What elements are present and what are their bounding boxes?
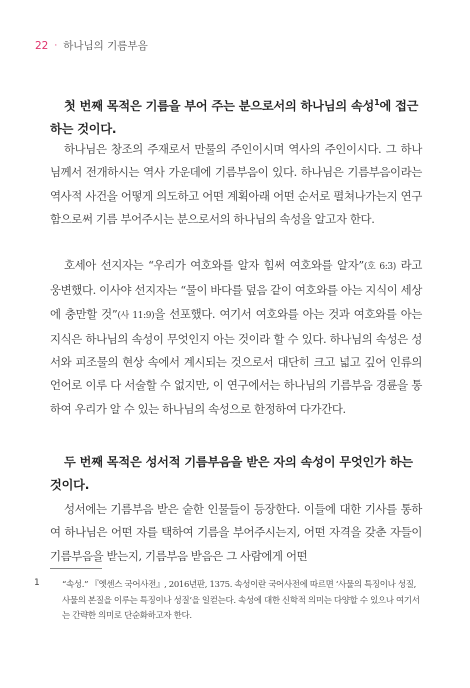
page-number: 22: [35, 39, 49, 52]
header-separator: ·: [54, 40, 58, 51]
para-2-part-2: 라고 웅변했다. 이사야 선지자는 “물이 바다를 덮음 같이 여호와를 아는 지식이 세상에 충만할 것”: [50, 258, 422, 321]
para-2-part-3: 을 선포했다. 여기서 여호와를 아는 것과 여호와를 아는 지식은 하나님의 속성이 무엇인지 아는 것이라 할 수 있다. 하나님의 속성은 성서와 피조물의 현상 속에서 계시되는 것으로서 대단히 크고 넓고 깊어 인류의 언어로 이루 다 서술할 수 없지만, 이 연구에서는 하나님의 기름부음 경륜을 통하여 우리가 알 수 있는 하나님의 속성으로 한정하여 다가간다.: [50, 306, 422, 416]
scripture-ref-hosea: (호 6:3): [363, 262, 396, 272]
lead-paragraph-1: [50, 91, 422, 141]
footnote-number: 1: [34, 578, 40, 588]
lead-paragraph-2: 두 번째 목적은 성서적 기름부음을 받은 자의 속성이 무엇인가 하는 것이다.: [50, 455, 413, 492]
running-header: [35, 38, 148, 53]
body-paragraph-2: [50, 254, 422, 421]
footnote-text: “속성.” 『엣센스 국어사전』, 2016년판, 1375. 속성이란 국어사전에 따르면 ‘사물의 특징이나 성질, 사물의 본질을 이루는 특징이나 성질’을 일컫는다. 속성에 대한 신학적 의미는 다양할 수 있으나 여기서는 간략한 의미로 단순화하고자 한다.: [62, 580, 420, 621]
lead-1-tail: 에 접근하는 것이다.: [50, 99, 419, 137]
running-title: 하나님의 기름부음: [63, 40, 148, 52]
para-2-part-1: 호세아 선지자는 “우리가 여호와를 알자 힘써 여호와를 알자”: [64, 258, 364, 272]
footnote-reference: 1: [374, 98, 380, 107]
footnote-divider: [50, 568, 102, 569]
lead-1-text: 첫 번째 목적은 기름을 부어 주는 분으로서의 하나님의 속성: [64, 99, 375, 114]
scripture-ref-isaiah: (사 11:9): [117, 310, 155, 321]
body-paragraph-3: 성서에는 기름부음 받은 숱한 인물들이 등장한다. 이들에 대한 기사를 통하여 하나님은 어떤 자를 택하여 기름을 부어주시는지, 어떤 자격을 갖춘 자들이 기름부음을 받는지, 기름부음 받음은 그 사람에게 어떤: [50, 502, 422, 563]
body-paragraph-1: 하나님은 창조의 주재로서 만물의 주인이시며 역사의 주인이시다. 그 하나님께서 전개하시는 역사 가운데에 기름부음이 있다. 하나님은 기름부음이라는 역사적 사건을 어떻게 의도하고 어떤 계획아래 어떤 순서로 펼쳐나가는지 연구함으로써 기름 부어주시는 분으로서의 하나님의 속성을 알고자 한다.: [50, 142, 422, 226]
